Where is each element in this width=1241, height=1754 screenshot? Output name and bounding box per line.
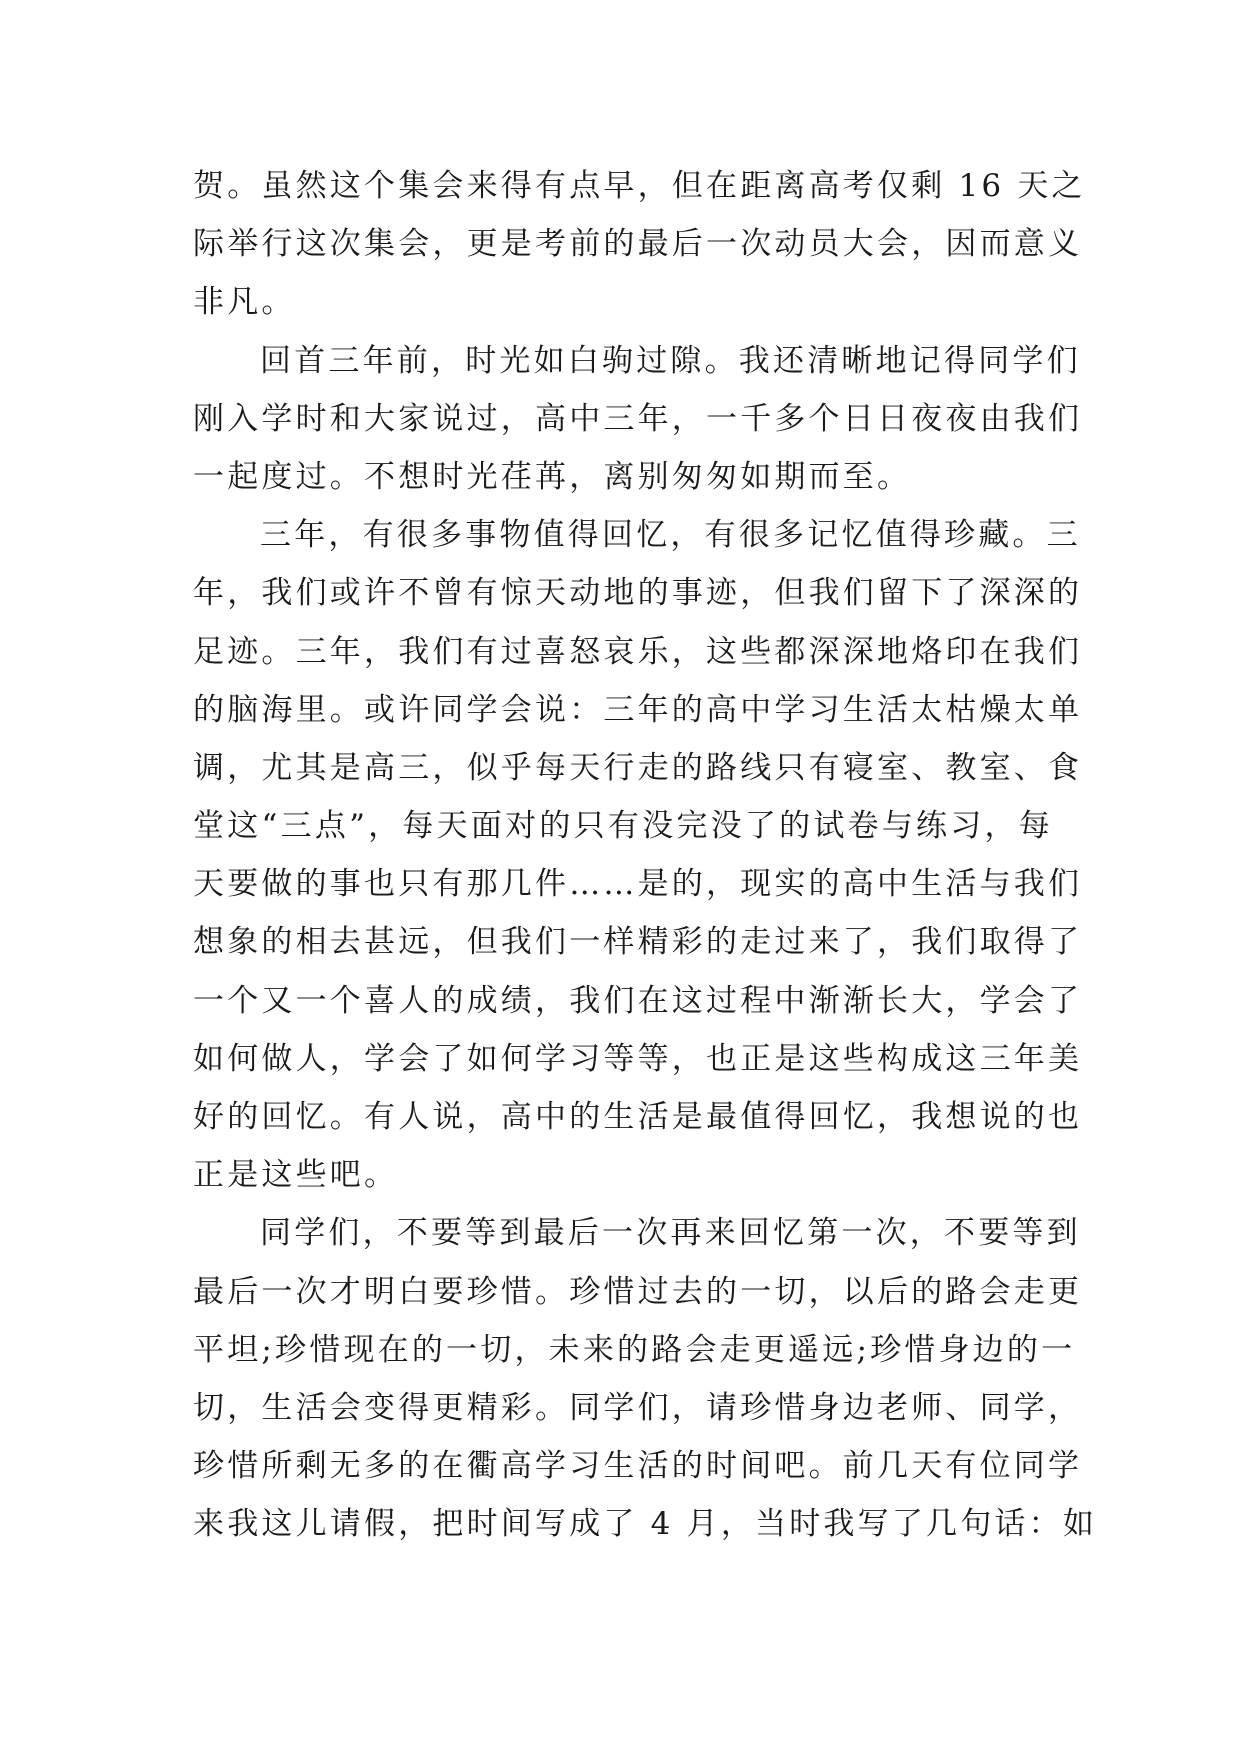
text-line: 年，我们或许不曾有惊天动地的事迹，但我们留下了深深的 — [193, 575, 1083, 612]
text-line: 刚入学时和大家说过，高中三年，一千多个日日夜夜由我们 — [193, 400, 1083, 437]
text-line: 正是这些吧。 — [193, 1157, 399, 1194]
text-line: 一个又一个喜人的成绩，我们在这过程中渐渐长大，学会了 — [193, 982, 1083, 1019]
text-line: 最后一次才明白要珍惜。珍惜过去的一切，以后的路会走更 — [193, 1273, 1083, 1310]
paragraph-first-line: 同学们，不要等到最后一次再来回忆第一次，不要等到 — [260, 1215, 1081, 1252]
text-line: 的脑海里。或许同学会说：三年的高中学习生活太枯燥太单 — [193, 691, 1083, 728]
text-line: 来我这儿请假，把时间写成了 4 月，当时我写了几句话：如 — [193, 1506, 1098, 1543]
text-line: 想象的相去甚远，但我们一样精彩的走过来了，我们取得了 — [193, 924, 1083, 961]
text-line: 一起度过。不想时光荏苒，离别匆匆如期而至。 — [193, 458, 912, 495]
body-text — [193, 157, 1098, 1554]
text-line: 际举行这次集会，更是考前的最后一次动员大会，因而意义 — [193, 226, 1083, 263]
text-line: 天要做的事也只有那几件……是的，现实的高中生活与我们 — [193, 866, 1083, 903]
paragraph-first-line: 回首三年前，时光如白驹过隙。我还清晰地记得同学们 — [260, 342, 1081, 379]
text-line: 调，尤其是高三，似乎每天行走的路线只有寝室、教室、食 — [193, 749, 1083, 786]
text-line: 珍惜所剩无多的在衢高学习生活的时间吧。前几天有位同学 — [193, 1448, 1083, 1485]
text-line: 平坦;珍惜现在的一切，未来的路会走更遥远;珍惜身边的一 — [193, 1331, 1076, 1368]
text-line: 足迹。三年，我们有过喜怒哀乐，这些都深深地烙印在我们 — [193, 633, 1083, 670]
text-line: 贺。虽然这个集会来得有点早，但在距离高考仅剩 16 天之 — [193, 168, 1086, 204]
text-line: 好的回忆。有人说，高中的生活是最值得回忆，我想说的也 — [193, 1099, 1083, 1135]
text-line: 堂这“三点”，每天面对的只有没完没了的试卷与练习，每 — [193, 808, 1053, 845]
text-line: 切，生活会变得更精彩。同学们，请珍惜身边老师、同学， — [193, 1389, 1083, 1426]
text-line: 如何做人，学会了如何学习等等，也正是这些构成这三年美 — [193, 1040, 1083, 1077]
text-line: 非凡。 — [193, 284, 296, 321]
paragraph-first-line: 三年，有很多事物值得回忆，有很多记忆值得珍藏。三 — [260, 517, 1081, 554]
